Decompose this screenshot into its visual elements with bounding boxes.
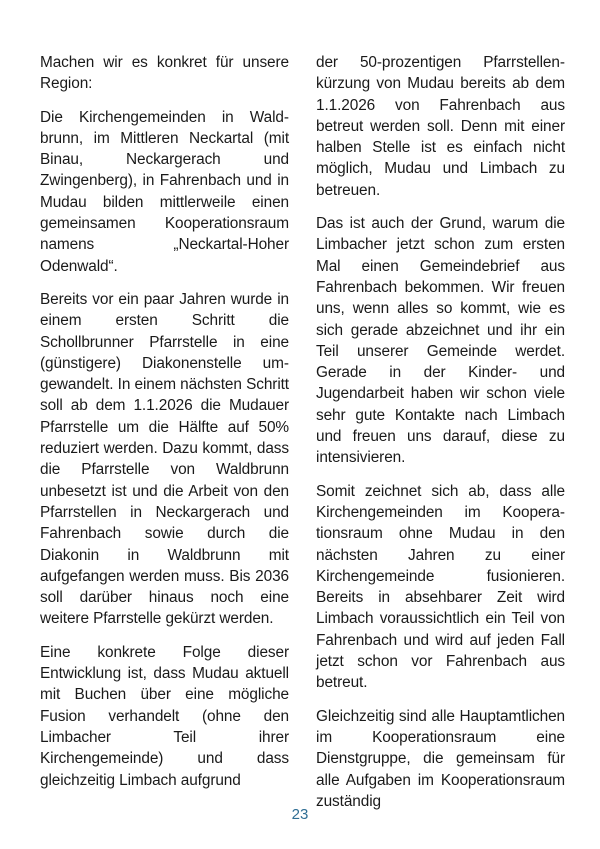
paragraph-consequence: Eine konkrete Folge dieser Entwicklung ist, dass Mudau aktuell mit Buchen über eine mögliche Fusion verhandelt (ohne den Limbacher Teil ihrer Kirchengemeinde) und dass gleichzeitig Limbach aufgrund bbox=[40, 643, 289, 789]
paragraph-parish-cuts: Bereits vor ein paar Jahren wurde in einem ersten Schritt die Schollbrunner Pfarrstelle in eine (günstigere) Diakonenstelle umgewandelt. In einem nächsten Schritt soll ab dem 1.1.2026 die Mudauer Pfarrstelle um die Hälfte auf 50% reduziert werden. Dazu kommt, dass die Pfarrstelle von Waldbrunn unbesetzt ist und die Arbeit von den Pfarrstellen in Neckargerach und Fahrenbach sowie durch die Diakonin in Waldbrunn mit aufgefangen werden muss. Bis 2036 soll darüber hinaus noch eine weitere Pfarrstelle gekürzt werden. bbox=[40, 290, 289, 628]
paragraph-cooperation-area: Die Kirchengemeinden in Waldbrunn, im Mittleren Neckartal (mit Binau, Neckargerach und Zwingenberg), in Fahrenbach und in Mudau bilden mittlerweile einen gemeinsamen Kooperationsraum namens „Neckartal-Hoher Odenwald“. bbox=[40, 108, 289, 275]
paragraph-fusion-outlook: Somit zeichnet sich ab, dass alle Kirchengemeinden im Kooperationsraum ohne Mudau in den nächsten Jahren zu einer Kirchengemeinde fusionieren. Bereits in absehbarer Zeit wird Limbach voraussichtlich ein Teil von Fahrenbach und wird auf jeden Fall jetzt schon vor Fahrenbach aus betreut. bbox=[316, 482, 565, 692]
left-column bbox=[40, 52, 289, 803]
paragraph-service-group: Gleichzeitig sind alle Hauptamtlichen im Kooperationsraum eine Dienstgruppe, die gemeinsam für alle Aufgaben im Kooperationsraum zuständig bbox=[316, 707, 565, 810]
paragraph-intro: Machen wir es konkret für unsere Region: bbox=[40, 54, 289, 93]
page-number: 23 bbox=[291, 806, 309, 823]
paragraph-continuation: der 50-prozentigen Pfarrstellenkürzung von Mudau bereits ab dem 1.1.2026 von Fahrenbach aus betreut werden soll. Denn mit einer halben Stelle ist es einfach nicht möglich, Mudau und Limbach zu betreuen. bbox=[316, 54, 565, 199]
paragraph-reason-newsletter: Das ist auch der Grund, warum die Limbacher jetzt schon zum ersten Mal einen Gemeindebrief aus Fahrenbach bekommen. Wir freuen uns, wenn alles so kommt, wie es sich gerade abzeichnet und ihr ein Teil unserer Gemeinde werdet. Gerade in der Kinder- und Jugendarbeit haben wir schon viele sehr gute Kontakte nach Limbach und freuen uns darauf, diese zu intensivieren. bbox=[316, 215, 565, 467]
right-column bbox=[316, 52, 565, 824]
